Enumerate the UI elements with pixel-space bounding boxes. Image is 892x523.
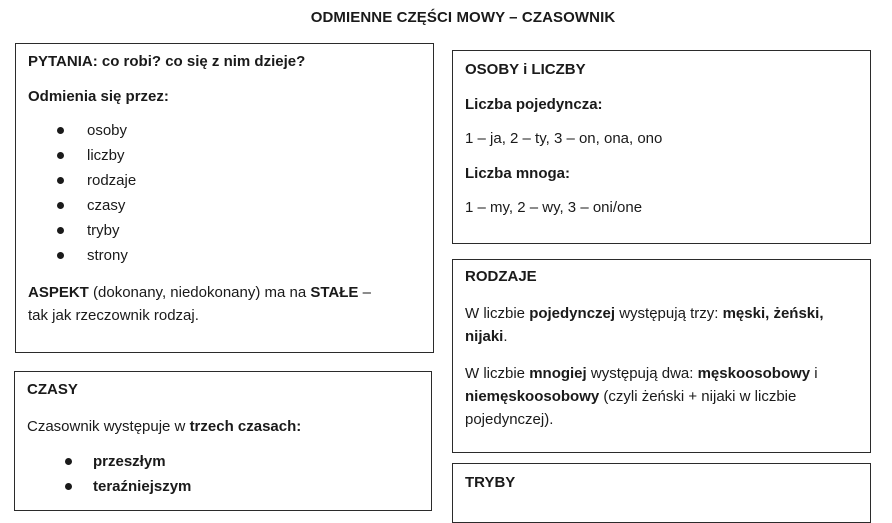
list-item: tryby [28,218,421,243]
pytania-heading: PYTANIA: co robi? co się z nim dzieje? [28,53,306,70]
osoby-heading: OSOBY i LICZBY [465,61,586,78]
liczba-mnoga-value: 1 – my, 2 – wy, 3 – oni/one [465,199,643,216]
czasy-heading: CZASY [27,381,78,398]
aspekt-paragraph: ASPEKT (dokonany, niedokonany) ma na STAŁE – tak jak rzeczownik rodzaj. [28,284,371,324]
list-item: rodzaje [28,168,421,193]
box-czasy [14,371,432,511]
liczba-pojedyncza-value: 1 – ja, 2 – ty, 3 – on, ona, ono [465,130,663,147]
rodzaje-paragraph-2: W liczbie mnogiej występują dwa: męskoosobowy i niemęskoosobowy (czyli żeński + nijaki w liczbie pojedynczej). [465,365,818,428]
box-osoby-liczby [452,50,871,244]
bullet-icon [57,177,64,184]
box-tryby [452,463,871,523]
box-rodzaje [452,259,871,453]
liczba-mnoga-label: Liczba mnoga: [465,165,571,182]
page-title: ODMIENNE CZĘŚCI MOWY – CZASOWNIK [310,9,616,26]
czasy-intro: Czasownik występuje w trzech czasach: [27,418,302,435]
bullet-icon [65,458,72,465]
odmienia-label: Odmienia się przez: [28,88,169,105]
tryby-heading: TRYBY [465,474,516,491]
liczba-pojedyncza-label: Liczba pojedyncza: [465,96,603,113]
rodzaje-paragraph-1: W liczbie pojedynczej występują trzy: męski, żeński, nijaki. [465,305,824,345]
bullet-icon [57,252,64,259]
list-item: liczby [28,143,421,168]
list-item: przeszłym [27,449,419,474]
bullet-icon [57,152,64,159]
bullet-icon [65,483,72,490]
list-item: czasy [28,193,421,218]
list-item: osoby [28,118,421,143]
list-item: teraźniejszym [27,474,419,499]
odmiana-list [28,118,421,268]
bullet-icon [57,127,64,134]
czasy-list [27,449,419,499]
bullet-icon [57,227,64,234]
bullet-icon [57,202,64,209]
box-pytania [15,43,434,353]
list-item: strony [28,243,421,268]
rodzaje-heading: RODZAJE [465,268,537,285]
